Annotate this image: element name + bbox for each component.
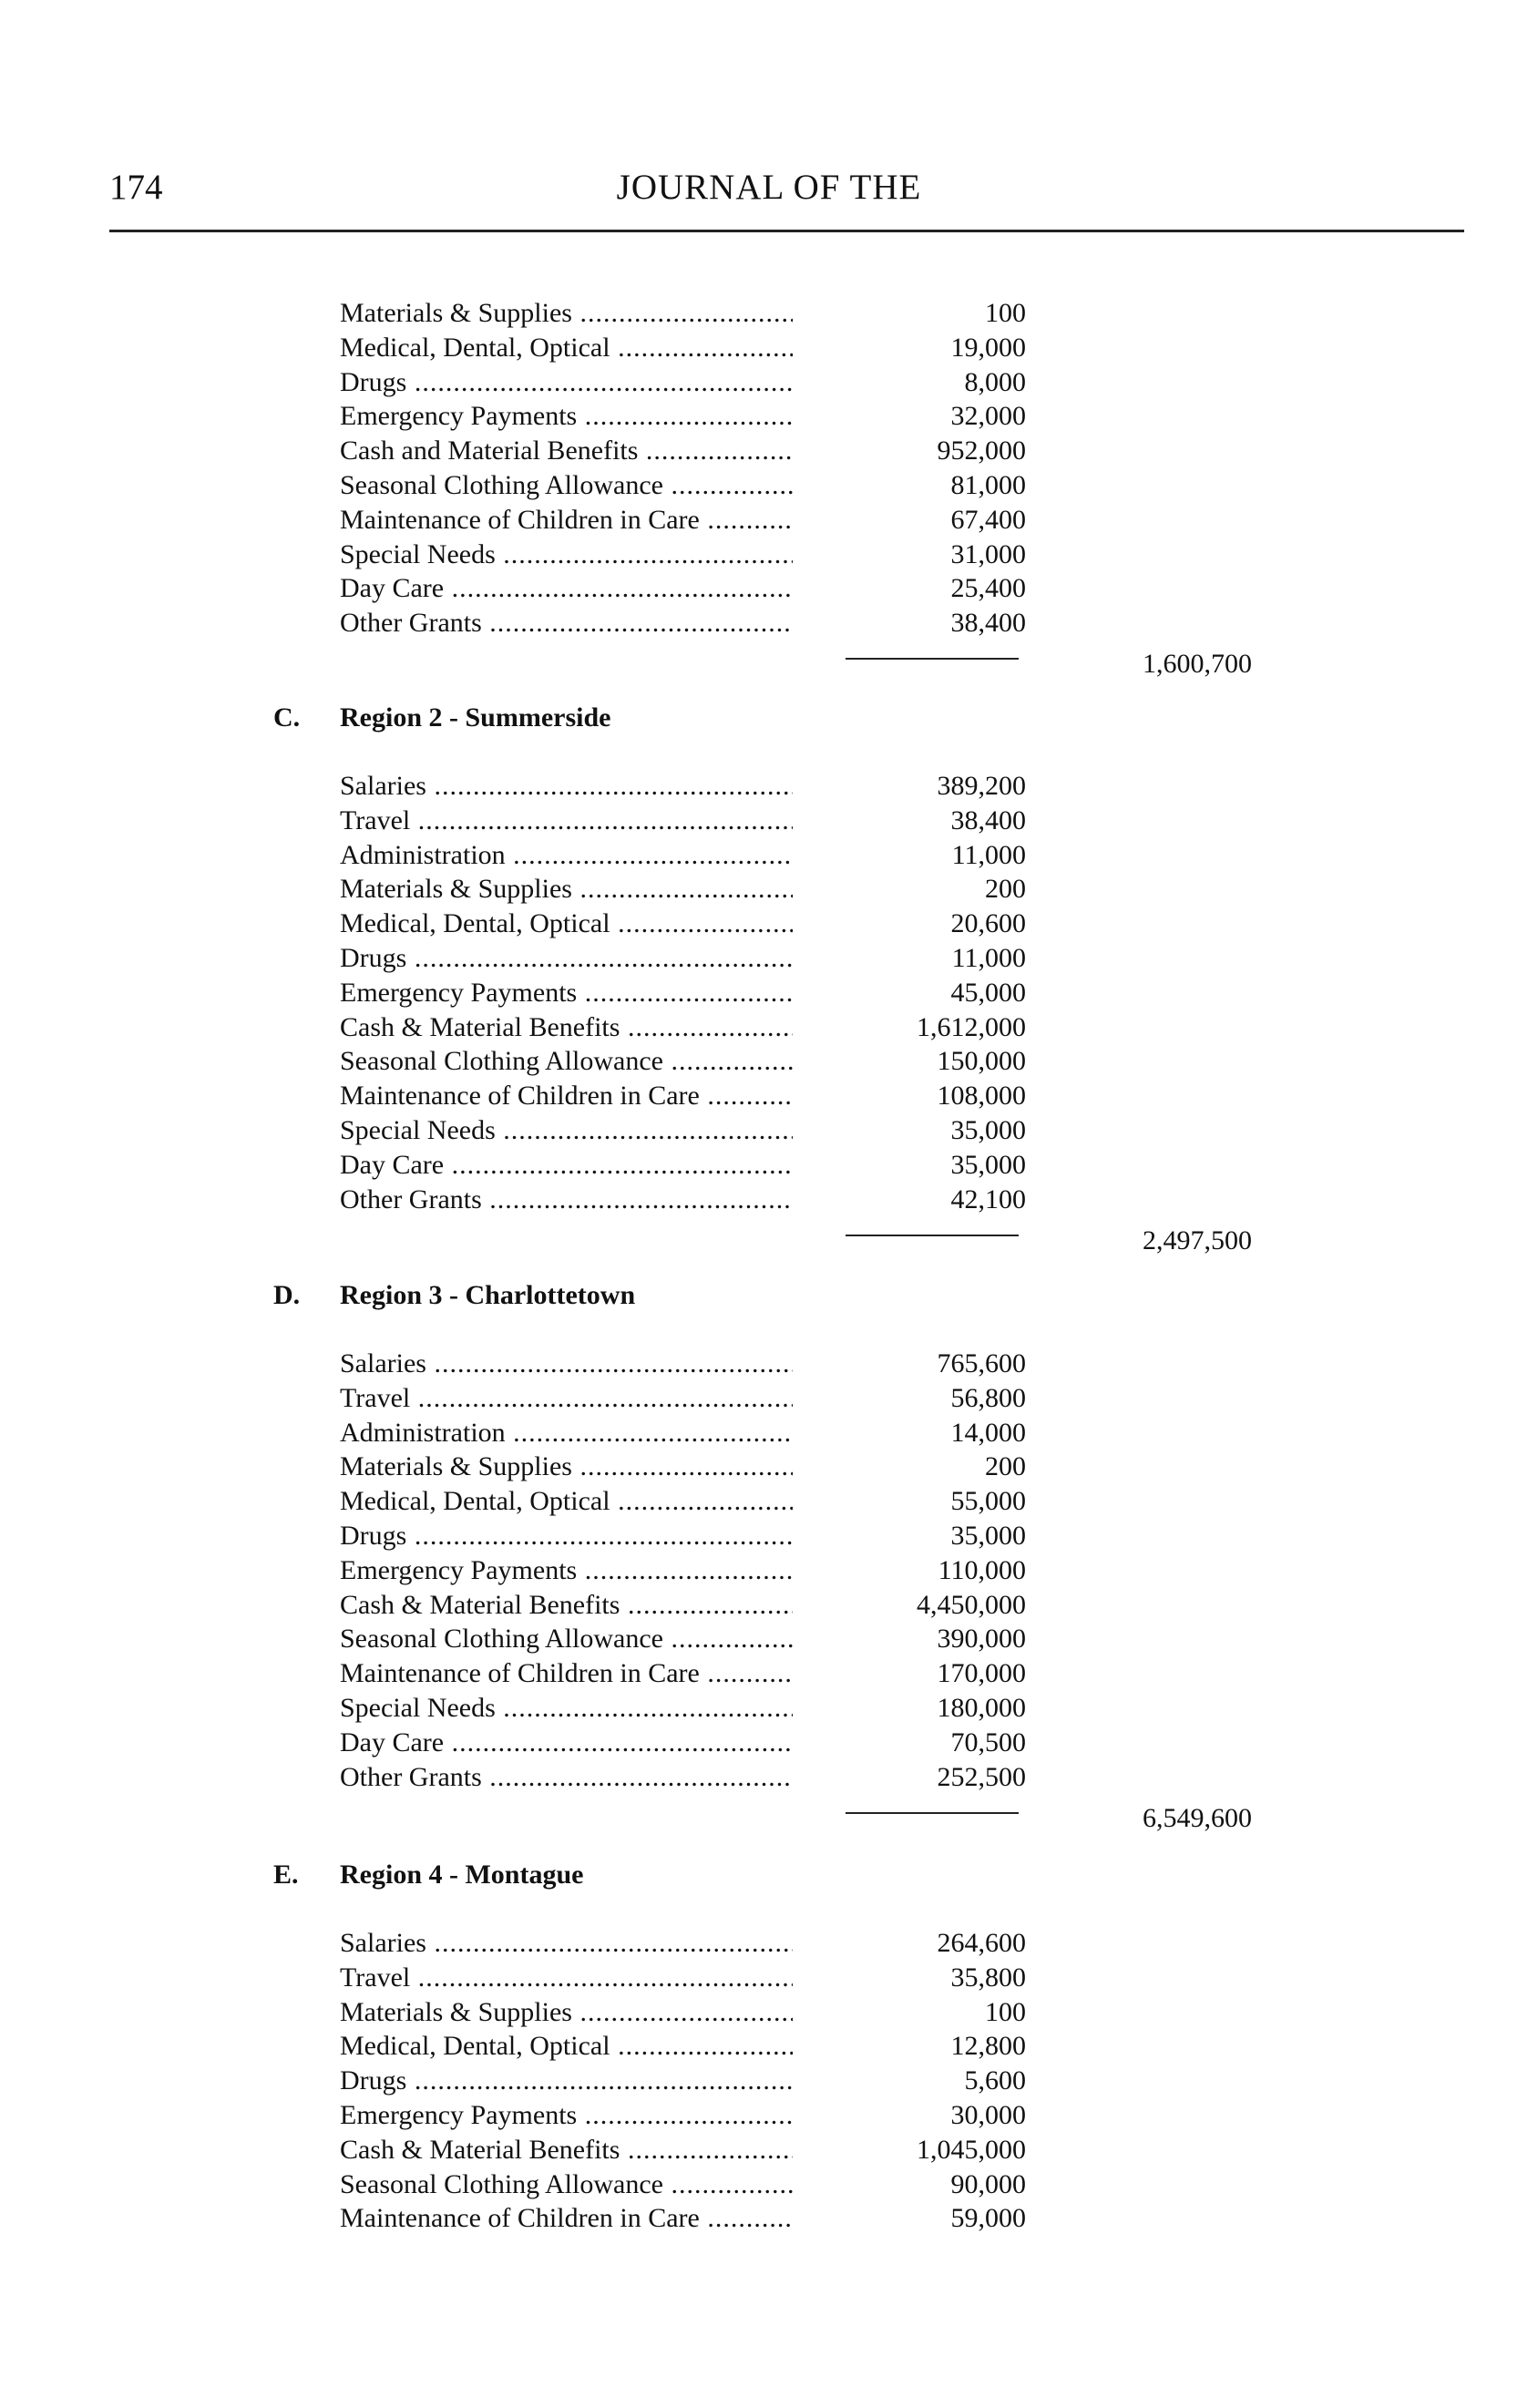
line-item [340, 538, 1251, 572]
line-item-label: Salaries ..... [340, 769, 793, 804]
line-item-amount: 19,000 [950, 332, 1026, 363]
line-item-amount: 81,000 [950, 470, 1026, 500]
line-item [340, 1044, 1251, 1079]
line-item [340, 571, 1251, 606]
section-letter: C. [273, 702, 301, 733]
line-item-label: Materials & Supplies ..... [340, 1450, 793, 1484]
line-item-label: Day Care ..... [340, 571, 793, 606]
line-item-amount: 32,000 [950, 401, 1026, 432]
line-item-label: Day Care ..... [340, 1726, 793, 1760]
line-item-label: Administration ..... [340, 1416, 793, 1450]
subtotal-rule [846, 658, 1019, 660]
line-item-amount: 200 [985, 1451, 1026, 1482]
line-item [340, 1656, 1251, 1691]
line-item-label: Materials & Supplies ..... [340, 1995, 793, 2030]
line-item-amount: 100 [985, 1996, 1026, 2027]
line-item [340, 1347, 1251, 1381]
line-item-amount: 45,000 [950, 977, 1026, 1008]
line-item-label: Salaries ..... [340, 1926, 793, 1961]
line-item-label: Medical, Dental, Optical ..... [340, 2029, 793, 2064]
line-item [340, 2201, 1251, 2236]
line-item-label: Materials & Supplies ..... [340, 296, 793, 331]
line-item-label: Cash & Material Benefits ..... [340, 1010, 793, 1045]
line-item [340, 1760, 1251, 1795]
line-item [340, 1961, 1251, 1995]
line-item-label: Seasonal Clothing Allowance ..... [340, 468, 793, 503]
line-item [340, 1113, 1251, 1148]
line-item-amount: 108,000 [937, 1081, 1026, 1112]
line-item [340, 2029, 1251, 2064]
line-item [340, 606, 1251, 640]
line-item-label: Special Needs ..... [340, 538, 793, 572]
line-item-label: Seasonal Clothing Allowance ..... [340, 2167, 793, 2202]
line-item-label: Emergency Payments ..... [340, 2098, 793, 2133]
line-item-label: Medical, Dental, Optical ..... [340, 331, 793, 365]
line-item-amount: 389,200 [937, 771, 1026, 801]
line-item-label: Day Care ..... [340, 1148, 793, 1183]
line-item-amount: 55,000 [950, 1486, 1026, 1517]
line-item [340, 1416, 1251, 1450]
line-item-amount: 252,500 [937, 1761, 1026, 1792]
line-item-label: Special Needs ..... [340, 1691, 793, 1726]
line-item-label: Cash & Material Benefits ..... [340, 1588, 793, 1623]
line-item [340, 1622, 1251, 1656]
line-item-label: Maintenance of Children in Care ..... [340, 2201, 793, 2236]
line-item [340, 331, 1251, 365]
line-item [340, 1079, 1251, 1113]
line-item-label: Travel ..... [340, 1381, 793, 1416]
line-item-label: Drugs ..... [340, 365, 793, 400]
line-item-amount: 31,000 [950, 538, 1026, 569]
line-item-amount: 180,000 [937, 1693, 1026, 1723]
line-item-label: Cash and Material Benefits ..... [340, 434, 793, 468]
line-item [340, 1183, 1251, 1217]
line-item [340, 503, 1251, 538]
line-item [340, 2133, 1251, 2167]
line-item [340, 1995, 1251, 2030]
line-item-amount: 100 [985, 298, 1026, 328]
line-item-amount: 20,600 [950, 908, 1026, 939]
running-head: JOURNAL OF THE [616, 168, 922, 207]
line-item [340, 1588, 1251, 1623]
line-item-label: Travel ..... [340, 804, 793, 838]
line-item [340, 1450, 1251, 1484]
section-total: 6,549,600 [1143, 1802, 1252, 1833]
line-item-label: Seasonal Clothing Allowance ..... [340, 1044, 793, 1079]
line-item-label: Materials & Supplies ..... [340, 872, 793, 907]
line-item-amount: 35,000 [950, 1115, 1026, 1145]
line-item-amount: 42,100 [950, 1184, 1026, 1214]
line-item-amount: 35,000 [950, 1521, 1026, 1551]
line-item-label: Other Grants ..... [340, 606, 793, 640]
line-item-amount: 1,045,000 [917, 2134, 1026, 2165]
line-item [340, 872, 1251, 907]
line-item [340, 907, 1251, 941]
line-item-amount: 8,000 [964, 366, 1026, 397]
line-item-label: Other Grants ..... [340, 1183, 793, 1217]
line-item-amount: 390,000 [937, 1624, 1026, 1655]
line-item-label: Emergency Payments ..... [340, 399, 793, 434]
header-rule [109, 230, 1464, 232]
line-item-amount: 14,000 [950, 1417, 1026, 1448]
line-item [340, 365, 1251, 400]
line-item [340, 1691, 1251, 1726]
line-item-amount: 30,000 [950, 2100, 1026, 2130]
line-item [340, 838, 1251, 873]
line-item [340, 2098, 1251, 2133]
line-item [340, 1519, 1251, 1553]
line-item-amount: 200 [985, 874, 1026, 905]
line-item-amount: 35,000 [950, 1149, 1026, 1180]
line-item-amount: 11,000 [951, 943, 1026, 973]
subtotal-rule [846, 1812, 1019, 1814]
line-item [340, 2064, 1251, 2098]
line-item-label: Maintenance of Children in Care ..... [340, 1079, 793, 1113]
line-item [340, 804, 1251, 838]
line-item [340, 399, 1251, 434]
line-item-amount: 25,400 [950, 573, 1026, 604]
line-item-label: Medical, Dental, Optical ..... [340, 1484, 793, 1519]
section-title: Region 3 - Charlottetown [340, 1280, 636, 1310]
line-item-amount: 765,600 [937, 1348, 1026, 1378]
line-item-amount: 952,000 [937, 435, 1026, 466]
line-item [340, 1010, 1251, 1045]
section-letter: D. [273, 1280, 301, 1310]
subtotal-rule [846, 1235, 1019, 1236]
line-item [340, 296, 1251, 331]
line-item [340, 769, 1251, 804]
line-item-label: Cash & Material Benefits ..... [340, 2133, 793, 2167]
line-item [340, 434, 1251, 468]
line-item-amount: 38,400 [950, 804, 1026, 835]
line-item-label: Emergency Payments ..... [340, 976, 793, 1010]
line-item-label: Maintenance of Children in Care ..... [340, 503, 793, 538]
line-item [340, 1926, 1251, 1961]
section-total: 1,600,700 [1143, 649, 1252, 680]
line-item [340, 1726, 1251, 1760]
line-item-label: Salaries ..... [340, 1347, 793, 1381]
line-item-amount: 35,800 [950, 1962, 1026, 1993]
section-title: Region 2 - Summerside [340, 702, 611, 733]
line-item-amount: 90,000 [950, 2168, 1026, 2199]
line-item [340, 1484, 1251, 1519]
line-item-amount: 170,000 [937, 1658, 1026, 1689]
line-item-label: Emergency Payments ..... [340, 1553, 793, 1588]
line-item-label: Other Grants ..... [340, 1760, 793, 1795]
line-item-label: Maintenance of Children in Care ..... [340, 1656, 793, 1691]
line-item-label: Special Needs ..... [340, 1113, 793, 1148]
line-item-label: Medical, Dental, Optical ..... [340, 907, 793, 941]
page-number: 174 [109, 168, 163, 207]
section-letter: E. [273, 1860, 299, 1890]
line-item-amount: 56,800 [950, 1382, 1026, 1413]
line-item-label: Drugs ..... [340, 1519, 793, 1553]
line-item [340, 2167, 1251, 2202]
line-item-label: Travel ..... [340, 1961, 793, 1995]
section-title: Region 4 - Montague [340, 1860, 584, 1890]
line-item-amount: 110,000 [938, 1554, 1026, 1585]
line-item-amount: 5,600 [964, 2065, 1026, 2096]
line-item-amount: 70,500 [950, 1727, 1026, 1757]
line-item [340, 1148, 1251, 1183]
line-item [340, 941, 1251, 976]
line-item [340, 1381, 1251, 1416]
line-item [340, 976, 1251, 1010]
line-item-amount: 4,450,000 [917, 1589, 1026, 1620]
section-total: 2,497,500 [1143, 1224, 1252, 1255]
line-item-amount: 1,612,000 [917, 1011, 1026, 1042]
line-item-amount: 67,400 [950, 504, 1026, 535]
line-item-amount: 38,400 [950, 608, 1026, 639]
line-item [340, 1553, 1251, 1588]
line-item [340, 468, 1251, 503]
line-item-amount: 11,000 [951, 839, 1026, 870]
line-item-amount: 12,800 [950, 2031, 1026, 2062]
line-item-amount: 150,000 [937, 1046, 1026, 1077]
line-item-amount: 59,000 [950, 2203, 1026, 2234]
line-item-amount: 264,600 [937, 1928, 1026, 1958]
line-item-label: Drugs ..... [340, 2064, 793, 2098]
line-item-label: Drugs ..... [340, 941, 793, 976]
line-item-label: Administration ..... [340, 838, 793, 873]
line-item-label: Seasonal Clothing Allowance ..... [340, 1622, 793, 1656]
